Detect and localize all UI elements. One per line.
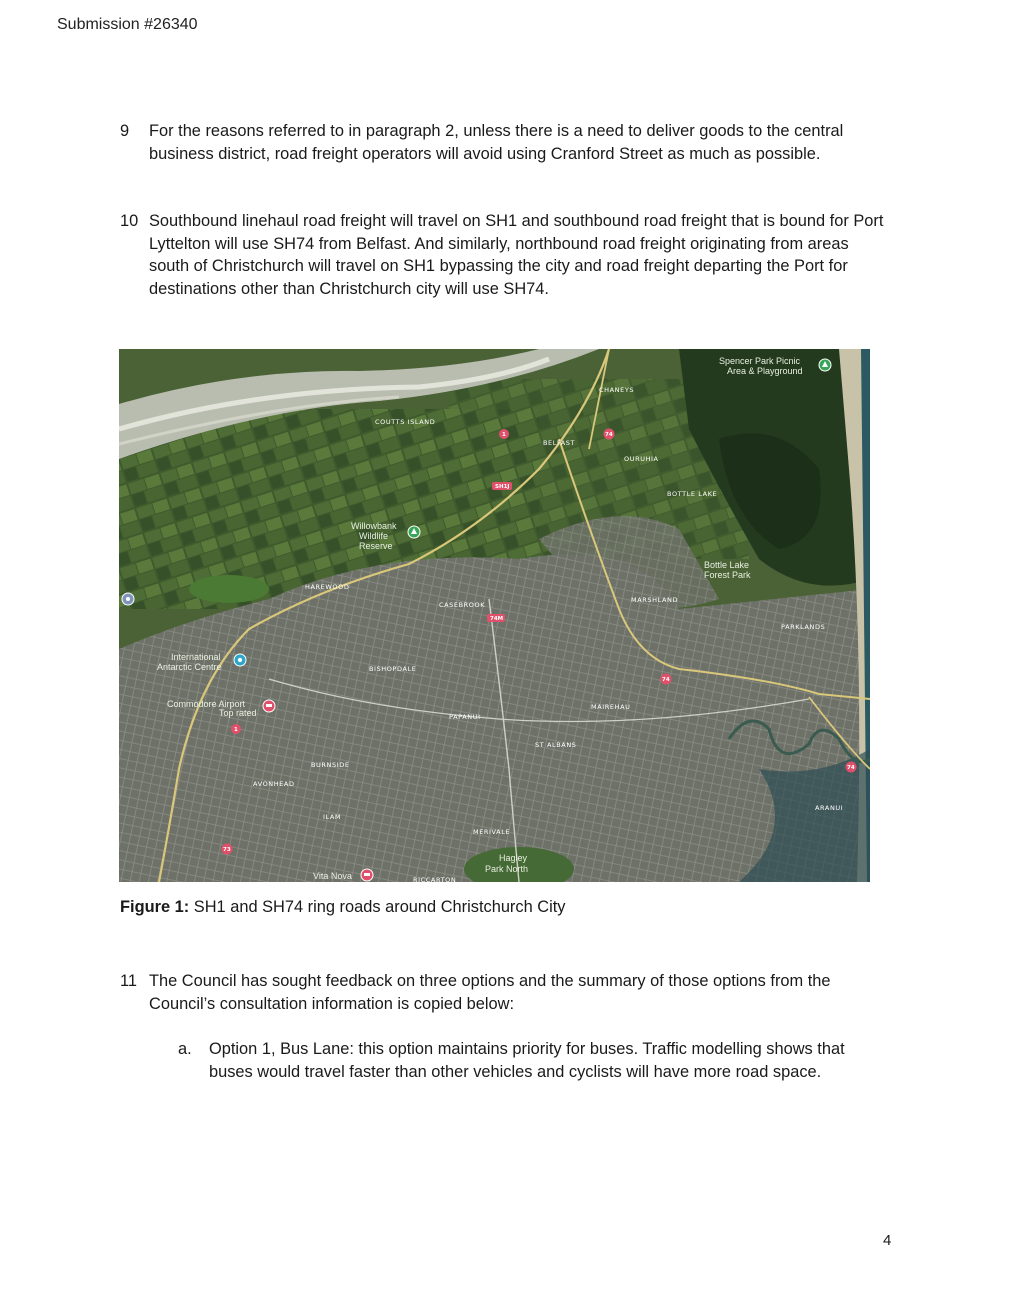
sh1-shield-airport bbox=[231, 724, 241, 734]
paragraph-11 bbox=[120, 970, 890, 1015]
paragraph-10 bbox=[120, 210, 890, 300]
satellite-map bbox=[119, 349, 870, 882]
map-label-st-albans: ST ALBANS bbox=[535, 741, 577, 749]
sub-item-a bbox=[178, 1038, 890, 1083]
restaurant-pin-icon bbox=[263, 700, 275, 712]
restaurant-pin-icon bbox=[361, 869, 373, 881]
sub-item-letter: a. bbox=[178, 1040, 192, 1058]
map-label-chaneys: CHANEYS bbox=[599, 386, 635, 394]
attraction-pin-icon bbox=[234, 654, 246, 666]
paragraph-number: 9 bbox=[120, 122, 130, 140]
svg-text:74: 74 bbox=[605, 432, 613, 438]
map-label-willowbank-3: Reserve bbox=[359, 541, 393, 551]
paragraph-9 bbox=[120, 120, 890, 165]
svg-text:74M: 74M bbox=[490, 616, 504, 622]
map-label-casebrook: CASEBROOK bbox=[439, 601, 486, 609]
svg-text:1: 1 bbox=[502, 432, 506, 438]
sh1j-shield bbox=[492, 482, 512, 490]
map-label-merivale: MERIVALE bbox=[473, 828, 511, 836]
map-label-intl-antarctic: International bbox=[171, 652, 221, 662]
map-label-willowbank: Willowbank bbox=[351, 521, 397, 531]
map-label-mairehau: MAIREHAU bbox=[591, 703, 631, 711]
map-label-spencer-park: Spencer Park Picnic bbox=[719, 356, 801, 366]
map-label-papanui: PAPANUI bbox=[449, 713, 481, 721]
map-label-harewood: HAREWOOD bbox=[305, 583, 350, 591]
page-number: 4 bbox=[883, 1232, 892, 1249]
svg-text:SH1J: SH1J bbox=[495, 484, 510, 490]
sh1-shield-north bbox=[499, 429, 509, 439]
svg-text:74: 74 bbox=[662, 677, 670, 683]
svg-text:1: 1 bbox=[234, 727, 238, 733]
sh73-shield bbox=[222, 844, 233, 855]
paragraph-text: For the reasons referred to in paragraph 2, unless there is a need to deliver goods to the central business district, road freight operators will avoid using Cranford Street as much as possible. bbox=[149, 122, 844, 163]
map-label-coutts-island: COUTTS ISLAND bbox=[375, 418, 436, 426]
map-label-top-rated: Top rated bbox=[219, 708, 257, 718]
map-label-bottle-lake-forest-2: Forest Park bbox=[704, 570, 751, 580]
map-label-hagley: Hagley bbox=[499, 853, 528, 863]
paragraph-number: 10 bbox=[120, 212, 139, 230]
map-label-bottle-lake: BOTTLE LAKE bbox=[667, 490, 718, 498]
map-label-riccarton: RICCARTON bbox=[413, 876, 457, 882]
figure-caption-text: SH1 and SH74 ring roads around Christchurch City bbox=[193, 898, 566, 916]
figure-label: Figure 1: bbox=[120, 898, 190, 916]
svg-text:74: 74 bbox=[847, 765, 855, 771]
submission-header: Submission #26340 bbox=[57, 16, 198, 33]
map-label-spencer-park-2: Area & Playground bbox=[727, 366, 803, 376]
map-label-bishopdale: BISHOPDALE bbox=[369, 665, 417, 673]
map-label-parklands: PARKLANDS bbox=[781, 623, 826, 631]
map-label-avonhead: AVONHEAD bbox=[253, 780, 295, 788]
map-label-ilam: ILAM bbox=[323, 813, 342, 821]
figure-caption bbox=[120, 898, 565, 917]
christchurch-map-figure bbox=[119, 349, 870, 882]
park-pin-icon bbox=[819, 359, 831, 371]
map-label-marshland: MARSHLAND bbox=[631, 596, 679, 604]
sh74-shield-east bbox=[846, 762, 857, 773]
sub-item-text: Option 1, Bus Lane: this option maintains priority for buses. Traffic modelling shows that buses would travel faster than other vehicles and cyclists will have more road space. bbox=[209, 1040, 845, 1081]
map-label-aranui: ARANUI bbox=[815, 804, 844, 812]
sh74-shield-north bbox=[604, 429, 615, 440]
park-pin-icon bbox=[408, 526, 420, 538]
location-pin-icon bbox=[122, 593, 134, 605]
map-label-hagley-2: Park North bbox=[485, 864, 529, 874]
map-label-willowbank-2: Wildlife bbox=[359, 531, 389, 541]
map-label-bottle-lake-forest: Bottle Lake bbox=[704, 560, 750, 570]
sh74m-shield bbox=[487, 614, 505, 622]
paragraph-number: 11 bbox=[120, 972, 138, 990]
map-label-burnside: BURNSIDE bbox=[311, 761, 350, 769]
paragraph-text: Southbound linehaul road freight will travel on SH1 and southbound road freight that is bound for Port Lyttelton will use SH74 from Belfast. And similarly, northbound road freight originating from areas south of Christchurch will travel on SH1 bypassing the city and road freight departing the Port for destinations other than Christchurch city will use SH74. bbox=[149, 212, 884, 298]
map-label-intl-antarctic-2: Antarctic Centre bbox=[157, 662, 222, 672]
paragraph-text: The Council has sought feedback on three options and the summary of those options from the Council’s consultation information is copied below: bbox=[149, 972, 831, 1013]
map-label-vita-nova: Vita Nova bbox=[313, 871, 352, 881]
map-label-belfast: BELFAST bbox=[543, 439, 576, 447]
sh74-shield-central bbox=[661, 674, 672, 685]
map-label-ouruhia: OURUHIA bbox=[624, 455, 659, 463]
map-label-commodore-airport: Commodore Airport bbox=[167, 699, 246, 709]
svg-text:73: 73 bbox=[223, 847, 231, 853]
